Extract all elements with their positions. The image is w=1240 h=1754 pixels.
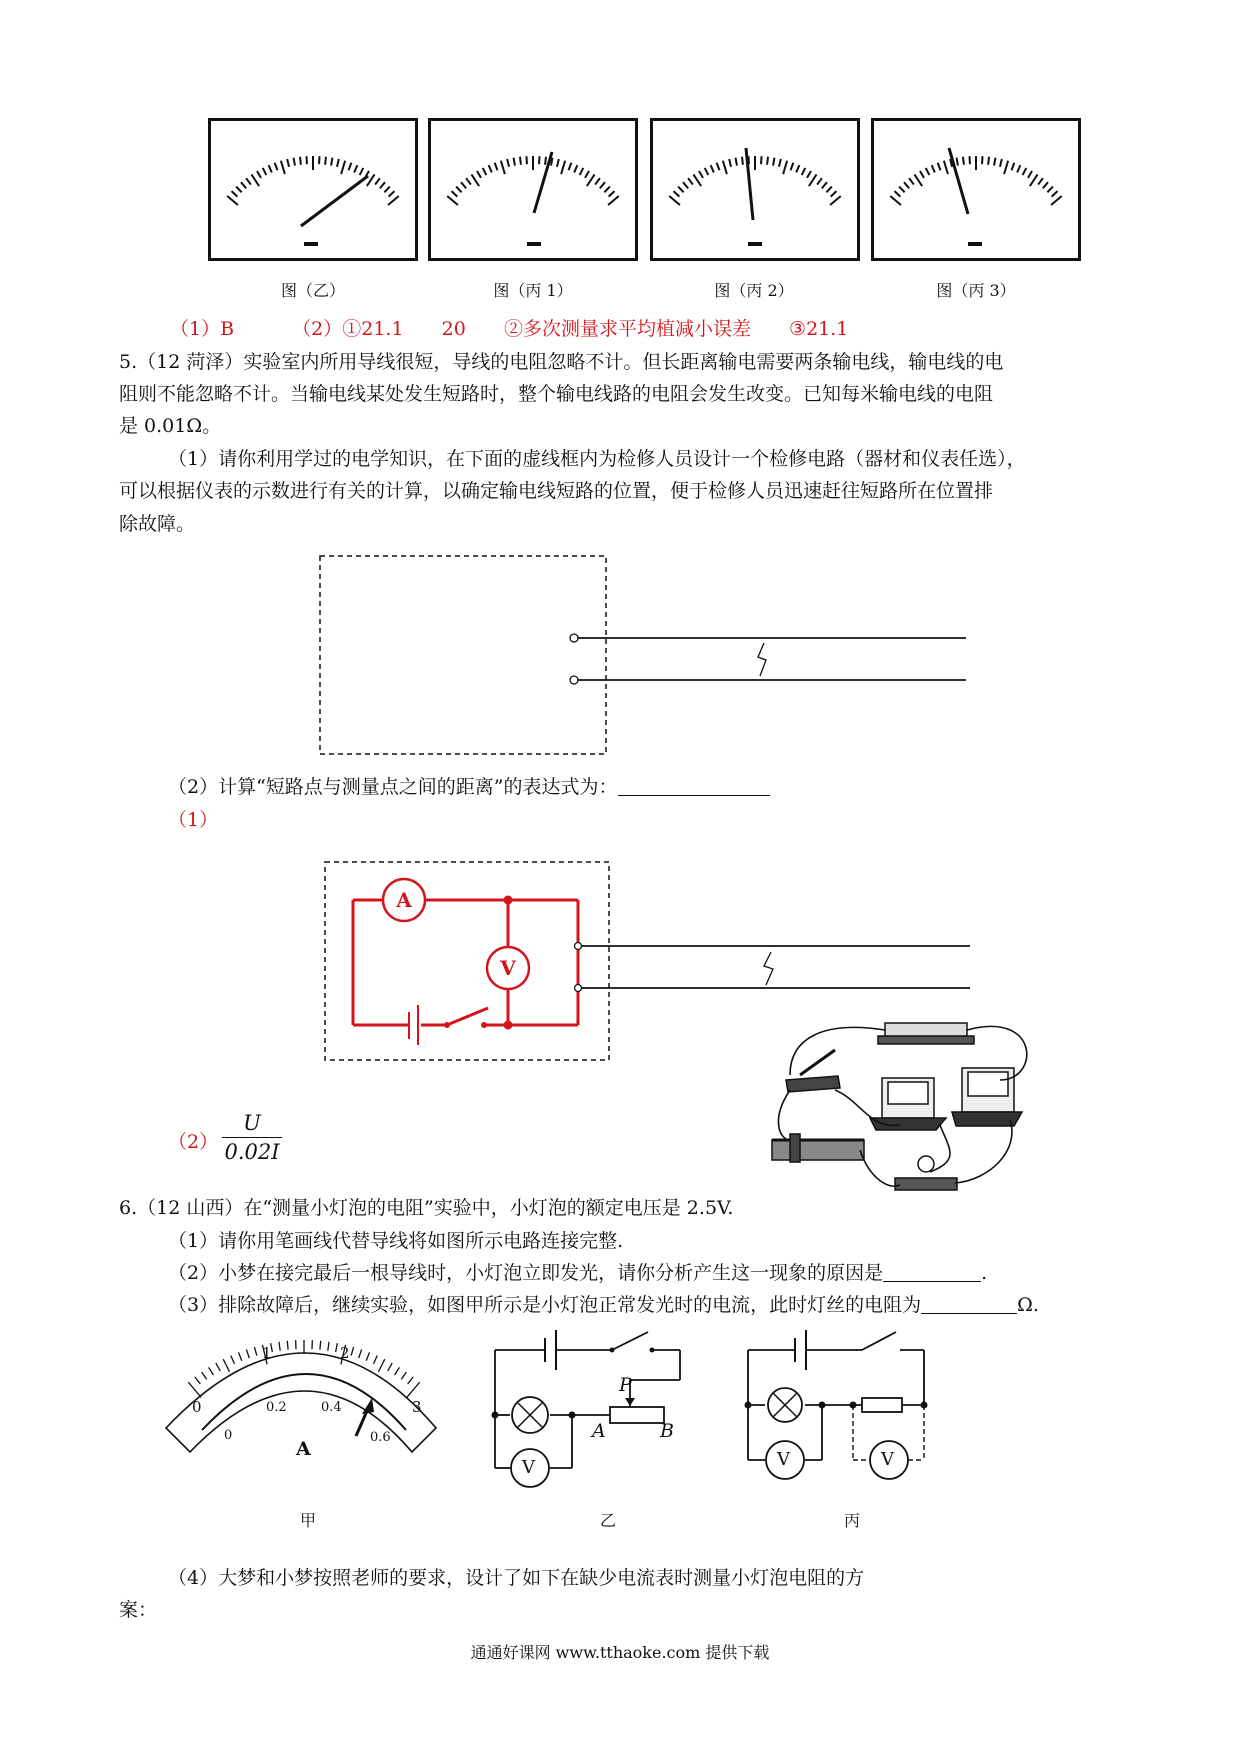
rheostat-label-B: B (660, 1420, 674, 1442)
q6-sub3-text: （3）排除故障后，继续实验，如图甲所示是小灯泡正常发光时的电流，此时灯丝的电阻为 (168, 1294, 922, 1316)
scale-top-3: 3 (412, 1398, 422, 1416)
rheostat-label-A: A (592, 1420, 606, 1442)
scale-top-0: 0 (192, 1398, 202, 1416)
q6-sub3-unit: Ω. (1017, 1294, 1039, 1316)
answer-q4-part2c: ②多次测量求平均植减小误差 (503, 318, 751, 340)
scale-top-1: 1 (262, 1344, 272, 1362)
caption-meter-bing3: 图（丙 3） (936, 281, 1016, 300)
answer-q4-part2b: 20 (441, 318, 466, 340)
caption-fig-yi: 乙 (599, 1511, 616, 1530)
q5-answer-2: （2） (168, 1131, 219, 1153)
q5-sub1-line3: 除故障。 (119, 513, 196, 535)
caption-fig-bing: 丙 (843, 1511, 860, 1530)
q6-sub1: （1）请你用笔画线代替导线将如图所示电路连接完整. (168, 1230, 624, 1252)
rheostat-label-P: P (619, 1374, 632, 1396)
scale-bottom-04: 0.4 (321, 1400, 342, 1415)
voltmeter-label-yi: V (522, 1457, 535, 1478)
voltmeter-label-bing-1: V (777, 1449, 790, 1470)
ammeter-label: A (396, 888, 412, 912)
q5-answer-1: （1） (168, 809, 219, 831)
caption-meter-yi: 图（乙） (280, 281, 345, 300)
scale-top-2: 2 (340, 1344, 350, 1362)
q5-sub1-line2: 可以根据仪表的示数进行有关的计算，以确定输电线短路的位置，便于检修人员迅速赶往短路所在位置排 (119, 480, 994, 502)
q5-line1: 5.（12 菏泽）实验室内所用导线很短，导线的电阻忽略不计。但长距离输电需要两条输电线，输电线的电 (119, 351, 1004, 373)
scale-bottom-02: 0.2 (266, 1400, 287, 1415)
q5-sub1-line1: （1）请你利用学过的电学知识，在下面的虚线框内为检修人员设计一个检修电路（器材和仪表任选）， (168, 448, 1026, 470)
fraction-numerator: U (243, 1111, 261, 1135)
q6-sub4-line1: （4）大梦和小梦按照老师的要求，设计了如下在缺少电流表时测量小灯泡电阻的方 (168, 1567, 865, 1589)
q6-sub2-text: （2）小梦在接完最后一根导线时，小灯泡立即发光，请你分析产生这一现象的原因是 (168, 1262, 884, 1284)
voltmeter-label-bing-2: V (881, 1449, 894, 1470)
q6-line1: 6.（12 山西）在“测量小灯泡的电阻”实验中，小灯泡的额定电压是 2.5V. (119, 1197, 734, 1219)
q6-sub2-end: . (981, 1262, 988, 1284)
caption-meter-bing1: 图（丙 1） (493, 281, 573, 300)
scale-bottom-0: 0 (224, 1428, 233, 1443)
q6-sub4-line2: 案： (119, 1599, 158, 1621)
page-footer: 通通好课网 www.tthaoke.com 提供下载 (470, 1643, 770, 1662)
ammeter-unit-label: A (296, 1438, 311, 1460)
caption-fig-jia: 甲 (299, 1511, 316, 1530)
caption-meter-bing2: 图（丙 2） (714, 281, 794, 300)
q5-line2: 阻则不能忽略不计。当输电线某处发生短路时，整个输电线路的电阻会发生改变。已知每米输电线的电阻 (119, 383, 994, 405)
q5-line3: 是 0.01Ω。 (119, 415, 222, 437)
answer-q4-part1: （1）B (170, 318, 235, 340)
q5-sub2-text: （2）计算“短路点与测量点之间的距离”的表达式为： (168, 776, 618, 798)
answer-q4-part2: （2）①21.1 (292, 318, 404, 340)
voltmeter-label: V (500, 956, 516, 980)
fraction-denominator: 0.02I (224, 1140, 280, 1164)
answer-q4-part2d: ③21.1 (789, 318, 849, 340)
scale-bottom-06: 0.6 (370, 1430, 391, 1445)
